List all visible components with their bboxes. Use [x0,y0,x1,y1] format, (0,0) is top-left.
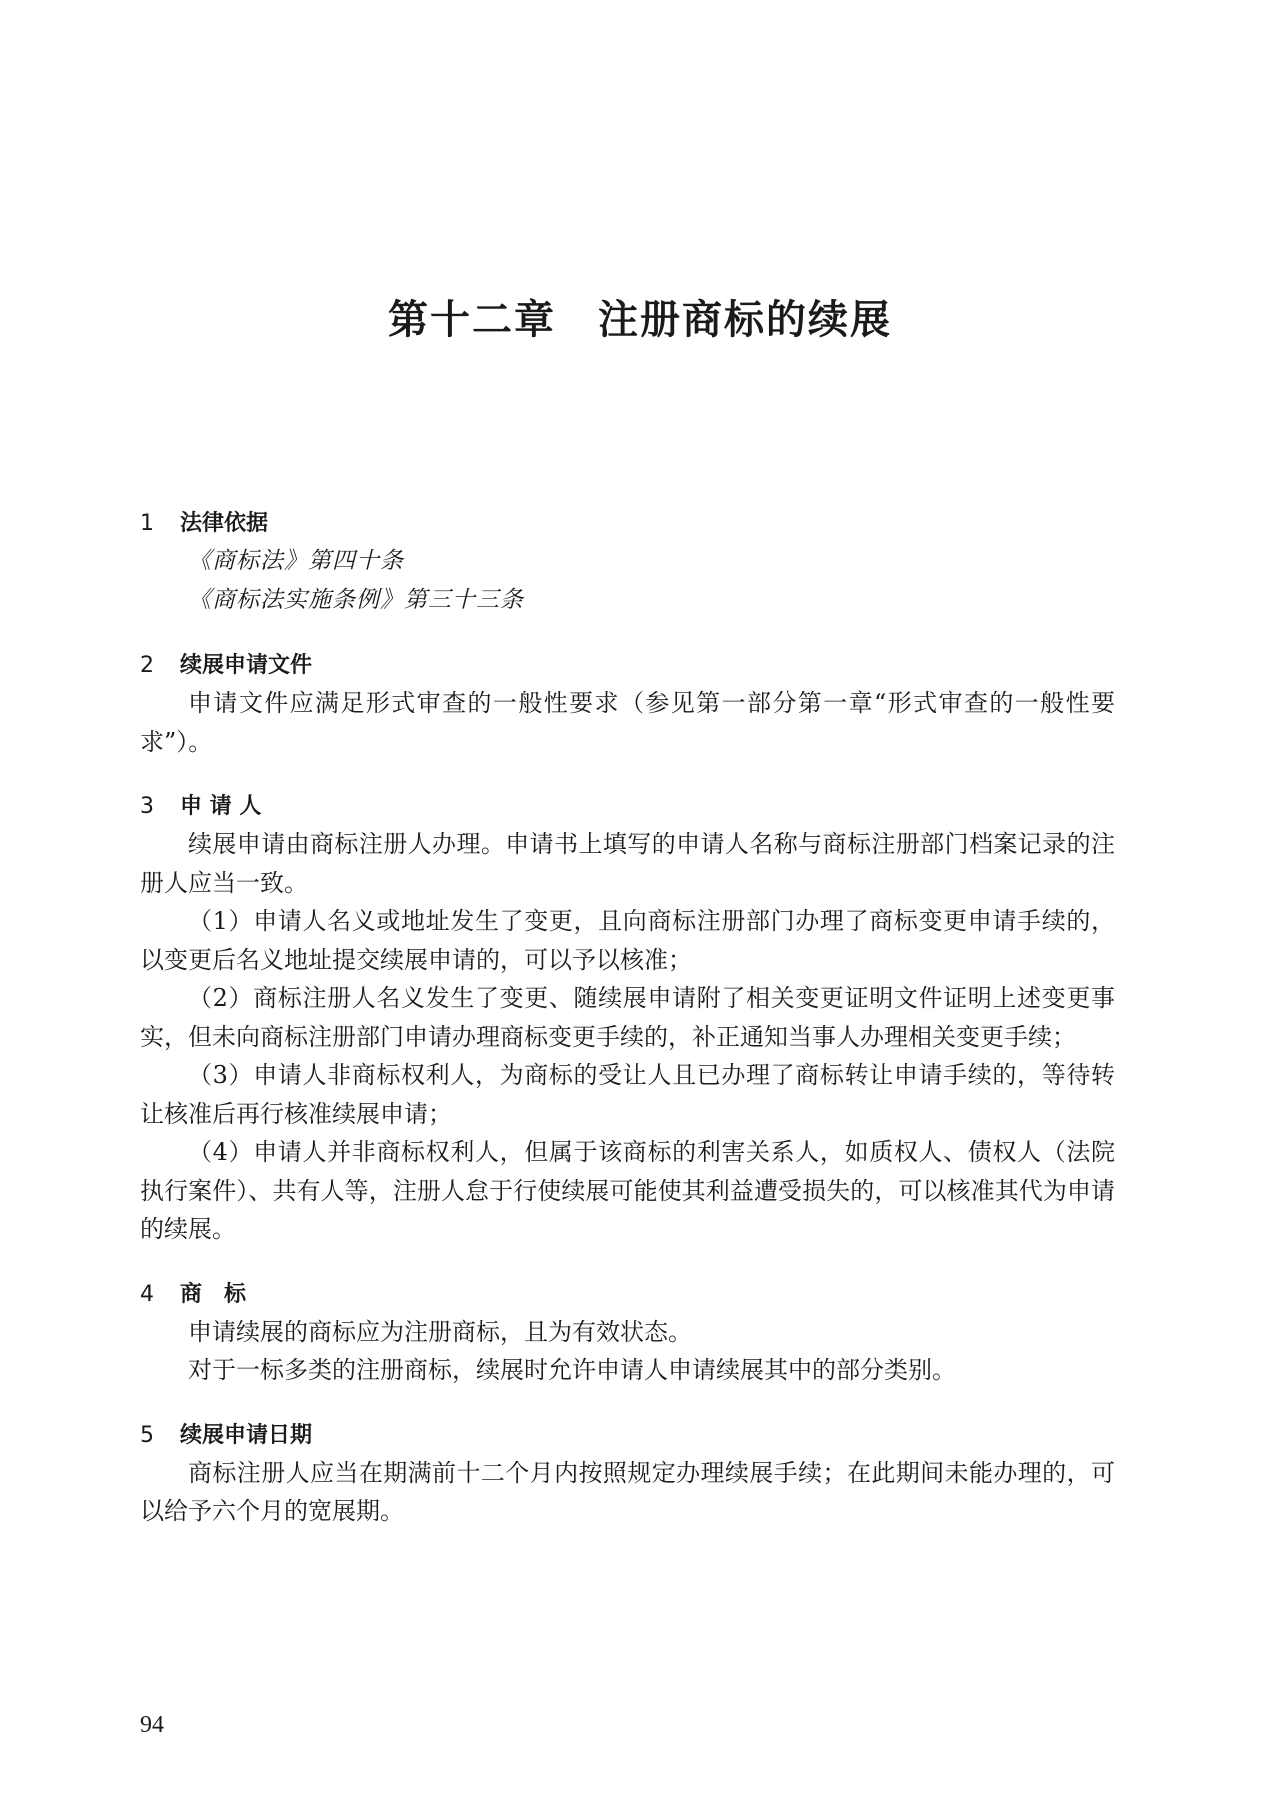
section-number: 1 [140,511,154,536]
section-title: 续展申请日期 [180,1422,313,1448]
section-heading [140,647,1115,684]
paragraph: 对于一标多类的注册商标，续展时允许申请人申请续展其中的部分类别。 [188,1356,956,1384]
section-application-documents [140,647,1115,761]
paragraph: （1）申请人名义或地址发生了变更，且向商标注册部门办理了商标变更申请手续的，以变更后名义地址提交续展申请的，可以予以核准； [140,907,1115,974]
paragraph: 商标注册人应当在期满前十二个月内按照规定办理续展手续；在此期间未能办理的，可以给予六个月的宽展期。 [140,1458,1115,1525]
document-body [140,505,1115,1558]
section-number: 4 [140,1281,154,1307]
section-renewal-date [140,1417,1115,1531]
section-heading [140,1276,1115,1313]
section-title: 法律依据 [180,511,269,536]
section-applicant [140,788,1115,1249]
section-number: 3 [140,794,154,819]
section-title: 商 标 [180,1281,247,1307]
section-number: 2 [140,653,154,678]
chapter-title: 第十二章 注册商标的续展 [388,296,892,343]
law-reference: 《商标法实施条例》第三十三条 [188,587,524,613]
paragraph: （2）商标注册人名义发生了变更、随续展申请附了相关变更证明文件证明上述变更事实，但未向商标注册部门申请办理商标变更手续的，补正通知当事人办理相关变更手续； [140,984,1115,1051]
section-title: 申 请 人 [180,794,262,819]
section-title: 续展申请文件 [180,653,313,678]
page-number: 94 [140,1712,164,1738]
section-legal-basis [140,505,1115,620]
law-reference: 《商标法》第四十条 [188,548,404,574]
section-heading [140,1417,1115,1454]
paragraph: 申请文件应满足形式审查的一般性要求（参见第一部分第一章“形式审查的一般性要求”）。 [140,689,1115,756]
paragraph: （4）申请人并非商标权利人，但属于该商标的利害关系人，如质权人、债权人（法院执行案件）、共有人等，注册人怠于行使续展可能使其利益遭受损失的，可以核准其代为申请的续展。 [140,1138,1115,1243]
section-number: 5 [140,1422,154,1448]
paragraph: 申请续展的商标应为注册商标，且为有效状态。 [188,1317,692,1346]
paragraph: 续展申请由商标注册人办理。申请书上填写的申请人名称与商标注册部门档案记录的注册人应当一致。 [140,830,1115,897]
section-trademark [140,1276,1115,1390]
paragraph: （3）申请人非商标权利人，为商标的受让人且已办理了商标转让申请手续的，等待转让核准后再行核准续展申请； [140,1061,1115,1128]
section-heading [140,788,1115,825]
section-heading [140,505,1115,542]
